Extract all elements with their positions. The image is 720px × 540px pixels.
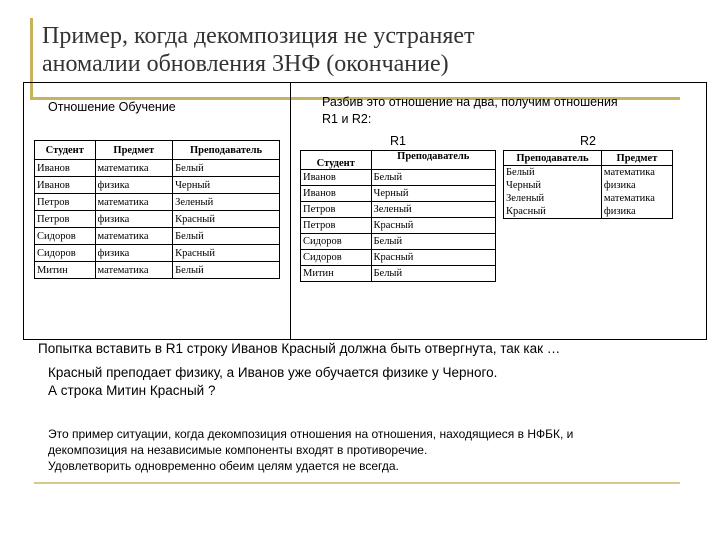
table-cell: Красный bbox=[173, 211, 280, 228]
paragraph-conclusion-line2: декомпозиция на независимые компоненты входят в противоречие. bbox=[48, 443, 428, 457]
table-cell: Белый bbox=[173, 228, 280, 245]
table-cell: Зеленый bbox=[504, 192, 602, 205]
table-row bbox=[35, 194, 280, 211]
table-row bbox=[301, 202, 496, 218]
slide-title bbox=[42, 22, 475, 78]
paragraph-conclusion bbox=[48, 426, 573, 474]
table-cell: Митин bbox=[301, 266, 372, 282]
table-cell: физика bbox=[95, 245, 173, 262]
table-cell: Иванов bbox=[301, 170, 372, 186]
column-header: Преподаватель bbox=[173, 141, 280, 160]
column-header: Предмет bbox=[95, 141, 173, 160]
table-cell: физика bbox=[601, 179, 672, 192]
table-row bbox=[504, 205, 673, 219]
table-cell: Сидоров bbox=[301, 250, 372, 266]
table-header-row bbox=[35, 141, 280, 160]
table-cell: Красный bbox=[173, 245, 280, 262]
table-row bbox=[35, 228, 280, 245]
table-cell: математика bbox=[95, 194, 173, 211]
column-header: Студент bbox=[301, 151, 372, 170]
paragraph-explanation-line1: Красный преподает физику, а Иванов уже обучается физике у Черного. bbox=[48, 365, 498, 380]
slide-title-line2: аномалии обновления 3НФ (окончание) bbox=[42, 51, 449, 77]
right-caption bbox=[322, 94, 618, 128]
table-row bbox=[35, 211, 280, 228]
column-header: Предмет bbox=[601, 151, 672, 166]
table-cell: Белый bbox=[371, 234, 496, 250]
relation-r1-table bbox=[300, 150, 496, 282]
table-cell: математика bbox=[95, 160, 173, 177]
table-row bbox=[301, 218, 496, 234]
table-header-row bbox=[301, 151, 496, 170]
table-cell: Черный bbox=[504, 179, 602, 192]
bottom-accent-line bbox=[34, 482, 680, 484]
right-caption-line1: Разбив это отношение на два, получим отношения bbox=[322, 95, 618, 109]
table-cell: Сидоров bbox=[301, 234, 372, 250]
table-row bbox=[504, 166, 673, 180]
table-cell: Петров bbox=[301, 202, 372, 218]
table-row bbox=[504, 192, 673, 205]
r2-label: R2 bbox=[580, 134, 596, 148]
slide-title-line1: Пример, когда декомпозиция не устраняет bbox=[42, 23, 475, 49]
table-cell: Петров bbox=[35, 211, 96, 228]
table-cell: Белый bbox=[504, 166, 602, 180]
table-row bbox=[301, 266, 496, 282]
relation-obuchenie-table bbox=[34, 140, 280, 279]
right-caption-line2: R1 и R2: bbox=[322, 112, 372, 126]
table-row bbox=[35, 177, 280, 194]
table-cell: Иванов bbox=[35, 177, 96, 194]
table-cell: Петров bbox=[35, 194, 96, 211]
table-cell: физика bbox=[95, 211, 173, 228]
left-caption: Отношение Обучение bbox=[48, 100, 176, 114]
relation-r2-table bbox=[503, 150, 673, 219]
table-cell: Красный bbox=[371, 250, 496, 266]
table-cell: математика bbox=[95, 262, 173, 279]
table-row bbox=[35, 160, 280, 177]
table-cell: Белый bbox=[173, 262, 280, 279]
table-cell: физика bbox=[95, 177, 173, 194]
table-cell: Красный bbox=[504, 205, 602, 219]
table-row bbox=[301, 170, 496, 186]
table-cell: Белый bbox=[371, 266, 496, 282]
table-cell: Черный bbox=[173, 177, 280, 194]
table-cell: математика bbox=[95, 228, 173, 245]
table-header-row bbox=[504, 151, 673, 166]
table-row bbox=[301, 186, 496, 202]
table-cell: Петров bbox=[301, 218, 372, 234]
table-cell: Зеленый bbox=[173, 194, 280, 211]
table-row bbox=[35, 262, 280, 279]
paragraph-conclusion-line1: Это пример ситуации, когда декомпозиция отношения на отношения, находящиеся в НФБК, и bbox=[48, 427, 574, 441]
table-row bbox=[301, 250, 496, 266]
table-cell: математика bbox=[601, 192, 672, 205]
r1-label: R1 bbox=[390, 134, 406, 148]
table-row bbox=[301, 234, 496, 250]
table-cell: Белый bbox=[371, 170, 496, 186]
paragraph-explanation-line2: А строка Митин Красный ? bbox=[48, 383, 216, 398]
table-cell: физика bbox=[601, 205, 672, 219]
table-cell: Митин bbox=[35, 262, 96, 279]
table-cell: математика bbox=[601, 166, 672, 180]
column-header: Преподаватель bbox=[371, 151, 496, 170]
paragraph-insert-attempt: Попытка вставить в R1 строку Иванов Красный должна быть отвергнута, так как … bbox=[38, 341, 561, 356]
column-header: Студент bbox=[35, 141, 96, 160]
table-cell: Сидоров bbox=[35, 245, 96, 262]
table-cell: Иванов bbox=[301, 186, 372, 202]
table-cell: Черный bbox=[371, 186, 496, 202]
table-cell: Иванов bbox=[35, 160, 96, 177]
paragraph-conclusion-line3: Удовлетворить одновременно обеим целям удается не всегда. bbox=[48, 459, 399, 473]
panel-divider bbox=[290, 82, 291, 339]
table-cell: Зеленый bbox=[371, 202, 496, 218]
table-cell: Красный bbox=[371, 218, 496, 234]
table-row bbox=[35, 245, 280, 262]
table-row bbox=[504, 179, 673, 192]
table-cell: Белый bbox=[173, 160, 280, 177]
paragraph-explanation bbox=[48, 364, 497, 400]
column-header: Преподаватель bbox=[504, 151, 602, 166]
table-cell: Сидоров bbox=[35, 228, 96, 245]
